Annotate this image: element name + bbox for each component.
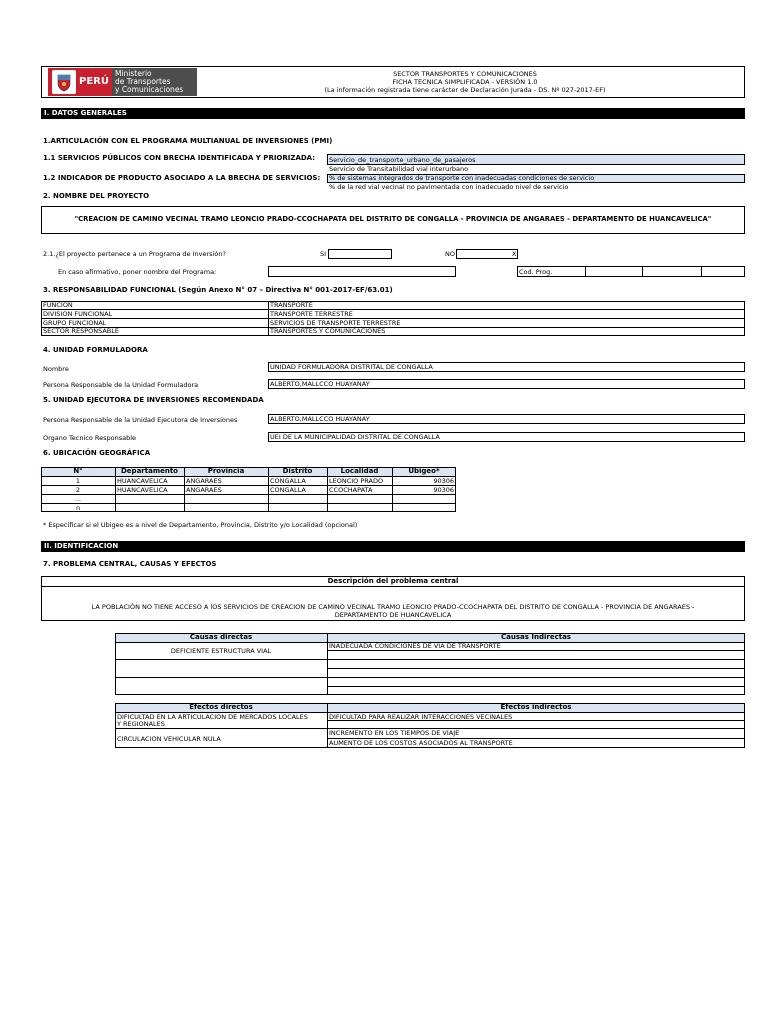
ubic-r1-n: 1 [75,477,81,485]
efecto-directo-2: CIRCULACION VEHICULAR NULA [117,735,221,743]
ubic-r1-ubigeo: 90306 [433,477,454,485]
problema-desc-line1: LA POBLACIÓN NO TIENE ACCESO A lOS SERVICIOS DE CREACION DE CAMINO VECINAL TRAMO LEONCIO PRADO-CCOCHAPATA DEL DISTRITO DE CONGALLA - PROVINCIA DE ANGARAES - [91,603,695,611]
causa-indirecta-1: INADECUADA CONDICIONES DE VIA DE TRANSPORTE [329,642,501,650]
programa-name-field[interactable] [268,266,456,277]
causas-col-line [327,633,328,695]
efecto-indirecto-1: DIFICULTAD PARA REALIZAR INTERACCIONES VECINALES [329,713,513,721]
causas-line-right-2 [327,659,745,660]
uf-nombre-label: Nombre [43,365,69,373]
problema-header: Descripción del problema central [327,577,459,585]
ubic-r1-departamento: HUANCAVELICA [117,477,168,485]
section-datos-generales-bar: I. DATOS GENERALES [41,108,745,119]
no-field[interactable] [456,249,518,259]
uf-resp-label: Persona Responsable de la Unidad Formuladora [43,381,199,389]
responsabilidad-title: 3. RESPONSABILIDAD FUNCIONAL (Según Anexo N° 07 – Directiva N° 001-2017-EF/63.01) [43,286,393,294]
causas-line-right-4 [327,677,745,678]
resp-label-grupo: GRUPO FUNCIONAL [43,319,107,327]
programa-question: 2.1.¿El proyecto pertenece a un Programa de Inversión? [43,250,226,258]
ue-resp-value: ALBERTO,MALLCCO HUAYANAY [270,415,370,423]
no-label: NO [445,250,455,258]
resp-value-division: TRANSPORTE TERRESTRE [270,310,353,318]
no-value: X [512,250,517,258]
articulacion-title: 1.ARTICULACIÓN CON EL PROGRAMA MULTIANUAL DE INVERSIONES (PMI) [43,137,333,145]
resp-row-line-3 [41,327,745,328]
problema-header-line [41,586,745,587]
indicador-label: 1.2 INDICADOR DE PRODUCTO ASOCIADO A LA BRECHA DE SERVICIOS: [43,174,321,182]
efecto-directo-1b: Y REGIONALES [117,720,165,728]
ubic-r1-localidad: LEONCIO PRADO [329,477,384,485]
ubicacion-title: 6. UBICACIÓN GEOGRÁFICA [43,449,151,457]
ue-resp-label: Persona Responsable de la Unidad Ejecutora de Inversiones [43,416,238,424]
unidad-ejecutora-title: 5. UNIDAD EJECUTORA DE INVERSIONES RECOMENDADA [43,396,264,404]
indicador-value-2: % de la red vial vecinal no pavimentada con inadecuado nivel de servicio [329,183,569,191]
project-name: "CREACION DE CAMINO VECINAL TRAMO LEONCIO PRADO-CCOCHAPATA DEL DISTRITO DE CONGALLA - PROVINCIA DE ANGARAES - DEPARTAMENTO DE HUANCAVELICA" [74,215,712,223]
header-line3: (La información registrada tiene carácter de Declaración Jurada - DS. Nº 027-2017-EF) [324,86,606,94]
ubic-r4-n: n [75,504,81,512]
causas-line-left-1 [115,659,327,660]
ue-org-value: UEI DE LA MUNICIPALIDAD DISTRITAL DE CONGALLA [270,433,440,441]
section-identificacion-bar: II. IDENTIFICACION [41,541,745,552]
uf-nombre-value: UNIDAD FORMULADORA DISTRITAL DE CONGALLA [270,363,433,371]
causas-indirectas-header: Causas Indirectas [501,633,571,641]
si-field[interactable] [328,249,392,259]
ubic-r1-provincia: ANGARAES [186,477,222,485]
ubic-r2-provincia: ANGARAES [186,486,222,494]
efecto-indirecto-2b: AUMENTO DE LOS COSTOS ASOCIADOS AL TRANSPORTE [329,739,513,747]
ubic-r1-distrito: CONGALLA [270,477,306,485]
ubic-header-distrito: Distrito [282,467,313,475]
resp-row-line-1 [41,309,745,310]
ubic-header-provincia: Provincia [207,467,245,475]
causa-directa-1: DEFICIENTE ESTRUCTURA VIAL [170,647,272,655]
problema-desc-line2: DEPARTAMENTO DE HUANCAVELICA [334,611,452,619]
logo-ministry-line1: Ministerio [115,69,152,78]
cod-prog-label: Cod. Prog. [519,268,553,276]
efecto-indirecto-2a: INCREMENTO EN LOS TIEMPOS DE VIAJE [329,729,460,737]
causas-line-right-1 [327,650,745,651]
resp-label-sector: SECTOR RESPONSABLE [43,327,119,335]
header-line2: FICHA TECNICA SIMPLIFICADA - VERSIÓN 1.0 [392,78,538,86]
ministry-logo [48,68,197,96]
servicios-value-2: Servicio de Transitabilidad vial interurbano [329,165,469,173]
logo-ministry-line3: y Comunicaciones [115,85,184,94]
causas-directas-header: Causas directas [189,633,253,641]
ubigeo-note: * Especificar si el Ubigeo es a nivel de Departamento, Provincia, Distrito y/o Localidad (opcional) [43,521,358,529]
unidad-formuladora-title: 4. UNIDAD FORMULADORA [43,346,148,354]
ubic-header-localidad: Localidad [340,467,379,475]
cod-prog-divider-2 [642,266,643,277]
ubic-header-departamento: Departamento [121,467,178,475]
logo-ministry-line2: de Transportes [115,77,171,86]
ubic-r2-n: 2 [75,486,81,494]
causas-line-right-5 [327,686,745,687]
efectos-directos-header: Efectos directos [189,703,253,711]
ubic-r2-departamento: HUANCAVELICA [117,486,168,494]
problema-title: 7. PROBLEMA CENTRAL, CAUSAS Y EFECTOS [43,560,217,568]
programa-name-label: En caso afirmativo, poner nombre del Programa: [58,268,217,276]
servicios-label: 1.1 SERVICIOS PÚBLICOS CON BRECHA IDENTIFICADA Y PRIORIZADA: [43,154,316,162]
ubic-r2-distrito: CONGALLA [270,486,306,494]
uf-resp-value: ALBERTO,MALLCCO HUAYANAY [270,380,370,388]
efectos-indirectos-header: Efectos indirectos [500,703,572,711]
causas-line-left-2 [115,677,327,678]
resp-col-line [268,301,269,336]
ubic-r2-ubigeo: 90306 [433,486,454,494]
ubic-r2-localidad: CCOCHAPATA [329,486,373,494]
indicador-value-1: % de sistemas integrados de transporte con inadecuadas condiciones de servicio [329,174,595,182]
servicios-value-1: Servicio_de_transporte_urbano_de_pasajeros [329,156,476,164]
ubic-header-n: N° [73,467,83,475]
si-label: SI [320,250,327,258]
resp-value-funcion: TRANSPORTE [270,301,313,309]
cod-prog-divider-1 [585,266,586,277]
nombre-proyecto-label: 2. NOMBRE DEL PROYECTO [43,192,150,200]
ubic-r3-n: ... [74,495,82,503]
resp-label-division: DIVISION FUNCIONAL [43,310,113,318]
logo-peru-text: PERÚ [79,76,109,87]
peru-shield-icon [52,70,76,94]
causas-line-right-3 [327,668,745,669]
resp-value-grupo: SERVICIOS DE TRANSPORTE TERRESTRE [270,319,401,327]
ubic-header-ubigeo: Ubigeo* [408,467,440,475]
cod-prog-divider-3 [701,266,702,277]
resp-label-funcion: FUNCION [43,301,73,309]
ue-org-label: Organo Tecnico Responsable [43,434,137,442]
header-line1: SECTOR TRANSPORTES Y COMUNICACIONES [393,70,537,78]
efecto-directo-1a: DIFICULTAD EN LA ARTICULACION DE MERCADOS LOCALES [117,713,308,721]
resp-value-sector: TRANSPORTES Y COMUNICACIONES [270,327,386,335]
